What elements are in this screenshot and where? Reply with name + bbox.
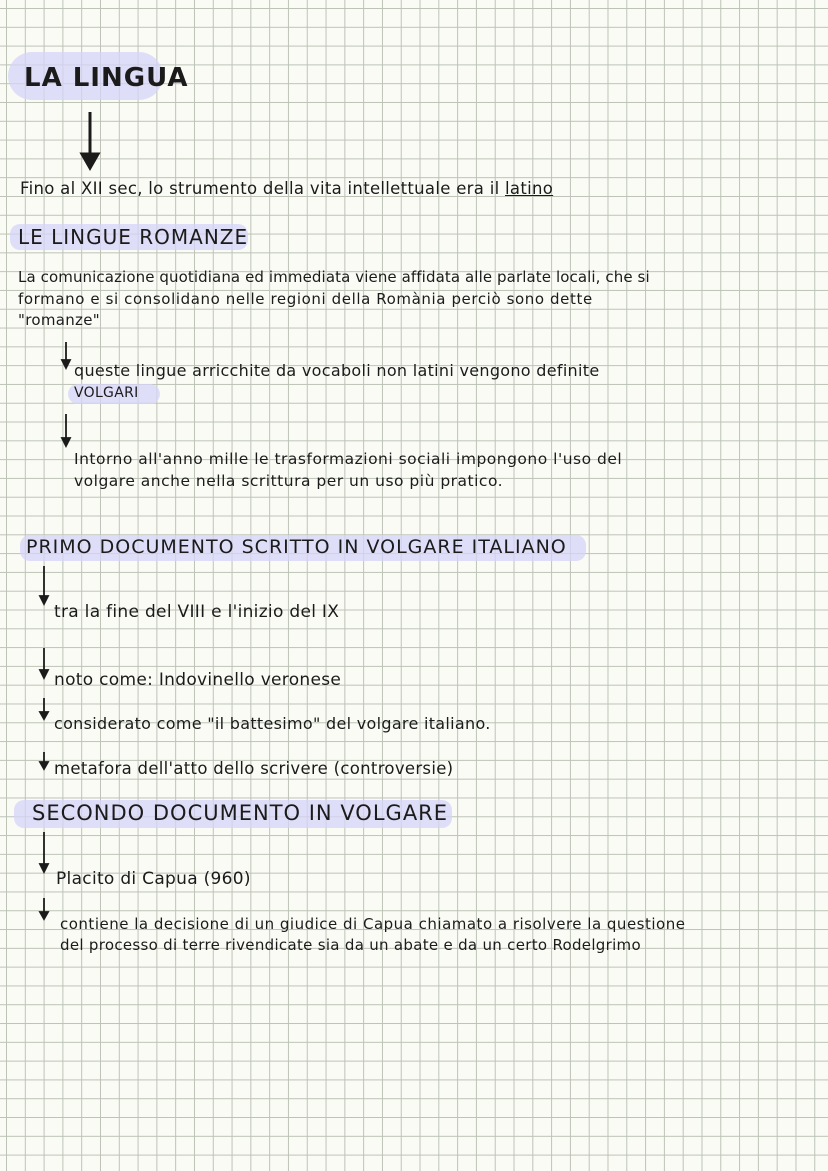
bullet-volgari-line-1: queste lingue arricchite da vocaboli non latini vengono definite bbox=[74, 361, 600, 380]
paragraph-line-3: "romanze" bbox=[18, 311, 100, 329]
intro-text: Fino al XII sec, lo strumento della vita intellettuale era il bbox=[20, 179, 506, 198]
bullet-decisione-line-2: del processo di terre rivendicate sia da un abate e da un certo Rodelgrimo bbox=[60, 936, 641, 954]
intro-emphasis: latino bbox=[505, 179, 554, 198]
bullet-metafora: metafora dell'atto dello scrivere (controversie) bbox=[54, 759, 454, 778]
intro-line bbox=[20, 181, 553, 198]
section-heading-lingue-romanze: LE LINGUE ROMANZE bbox=[18, 225, 249, 249]
page-title: LA LINGUA bbox=[24, 63, 189, 93]
bullet-date: tra la fine del VIII e l'inizio del IX bbox=[54, 602, 340, 622]
bullet-battesimo: considerato come "il battesimo" del volgare italiano. bbox=[54, 714, 491, 733]
section-heading-primo-documento: PRIMO DOCUMENTO SCRITTO IN VOLGARE ITALIANO bbox=[26, 536, 567, 558]
paragraph-line-2: formano e si consolidano nelle regioni della Romània perciò sono dette bbox=[18, 290, 593, 308]
bullet-volgari-line-2: VOLGARI bbox=[74, 385, 139, 401]
bullet-mille-line-1: Intorno all'anno mille le trasformazioni sociali impongono l'uso del bbox=[74, 450, 623, 468]
bullet-indovinello: noto come: Indovinello veronese bbox=[54, 670, 342, 690]
section-heading-secondo-documento: SECONDO DOCUMENTO IN VOLGARE bbox=[32, 801, 449, 825]
bullet-placito: Placito di Capua (960) bbox=[56, 869, 251, 889]
bullet-decisione-line-1: contiene la decisione di un giudice di Capua chiamato a risolvere la questione bbox=[60, 915, 686, 933]
bullet-mille-line-2: volgare anche nella scrittura per un uso più pratico. bbox=[74, 472, 504, 490]
paragraph-line-1: La comunicazione quotidiana ed immediata viene affidata alle parlate locali, che si bbox=[18, 268, 650, 286]
